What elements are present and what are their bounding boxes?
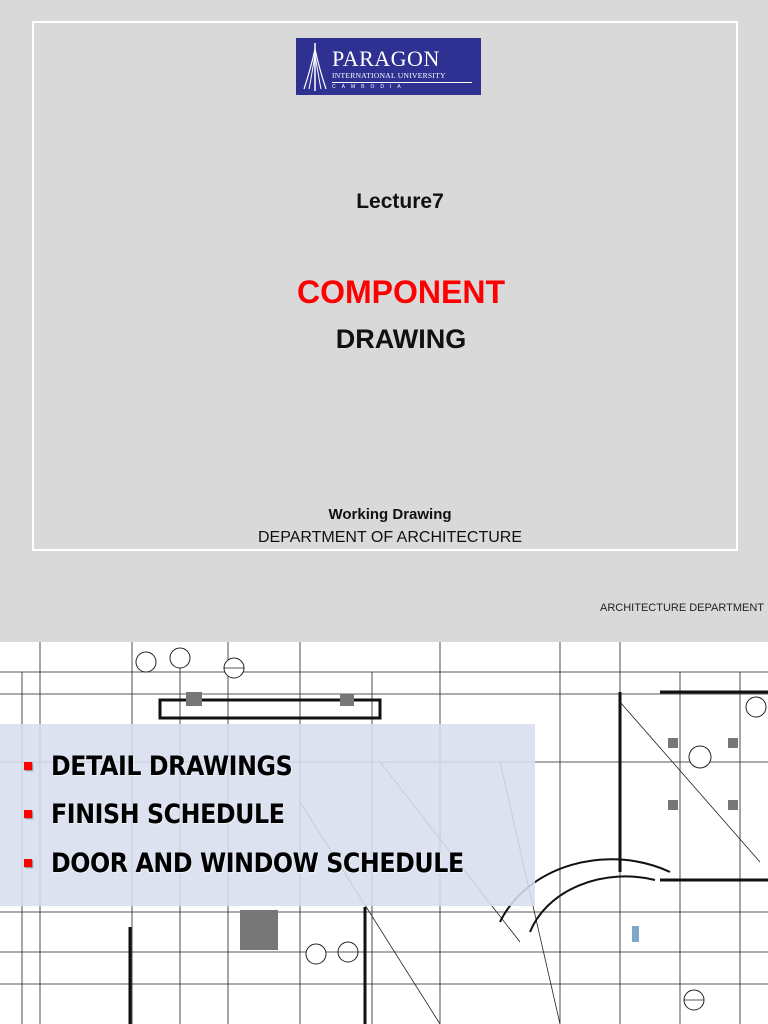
logo-name: PARAGON <box>332 46 440 71</box>
department-name: DEPARTMENT OF ARCHITECTURE <box>257 529 523 546</box>
list-item <box>24 843 520 883</box>
footer-label: ARCHITECTURE DEPARTMENT <box>600 602 764 614</box>
list-item <box>24 794 316 834</box>
logo-subtitle: INTERNATIONAL UNIVERSITY <box>332 71 446 80</box>
bullet-marker-icon <box>24 762 32 770</box>
spire-icon <box>302 43 328 91</box>
bullet-marker-icon <box>24 810 32 818</box>
list-item-label: DOOR AND WINDOW SCHEDULE <box>51 847 464 879</box>
bullet-marker-icon <box>24 859 32 867</box>
list-item <box>24 746 325 786</box>
topic-list <box>0 724 535 906</box>
logo-country: CAMBODIA <box>332 82 472 90</box>
list-item-label: FINISH SCHEDULE <box>51 798 285 830</box>
course-name: Working Drawing <box>328 506 452 523</box>
title-line-1: COMPONENT <box>297 274 505 310</box>
title-line-2: DRAWING <box>335 324 467 354</box>
lecture-number: Lecture7 <box>356 190 444 213</box>
list-item-label: DETAIL DRAWINGS <box>51 750 293 782</box>
university-logo <box>296 38 481 95</box>
